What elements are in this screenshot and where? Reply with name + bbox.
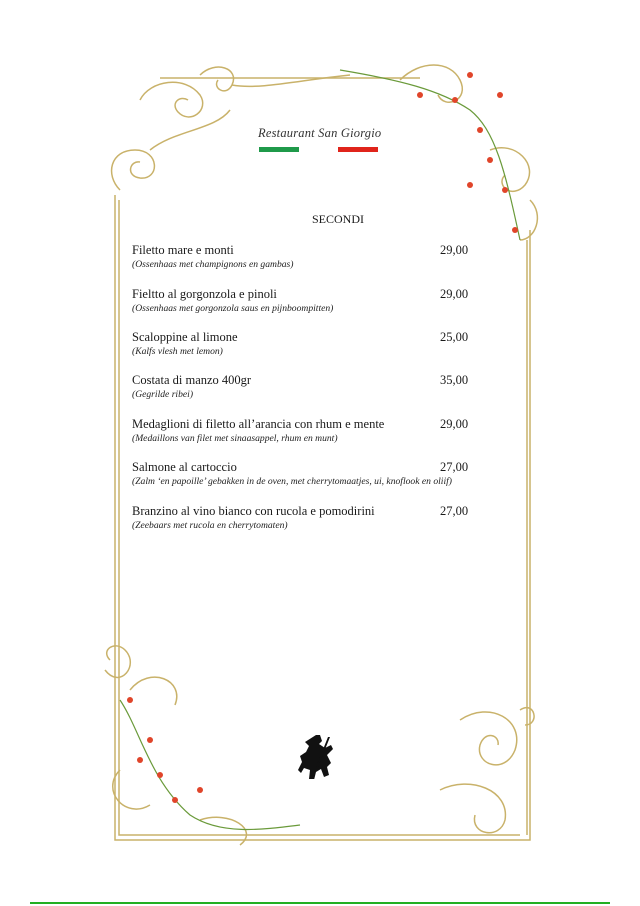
item-name: Salmone al cartoccio [132, 460, 237, 474]
item-description: (Ossenhaas met gorgonzola saus en pijnboompitten) [132, 303, 334, 314]
item-name: Branzino al vino bianco con rucola e pomodirini [132, 504, 375, 518]
item-price: 25,00 [440, 330, 469, 344]
menu-item [132, 459, 522, 489]
item-price: 27,00 [440, 460, 469, 474]
section-title: SECONDI [312, 212, 365, 226]
item-name: Filetto mare e monti [132, 243, 234, 257]
item-description: (Medaillons van filet met sinaasappel, rhum en munt) [132, 433, 338, 444]
st-george-emblem-icon [298, 733, 338, 779]
menu-item [132, 372, 522, 402]
item-description: (Zeebaars met rucola en cherrytomaten) [132, 520, 288, 531]
item-price: 29,00 [440, 287, 469, 301]
item-price: 35,00 [440, 373, 469, 387]
item-description: (Ossenhaas met champignons en gambas) [132, 259, 294, 270]
item-name: Medaglioni di filetto all’arancia con rhum e mente [132, 417, 385, 431]
menu-item [132, 286, 522, 316]
flag-green-bar [259, 147, 299, 152]
item-description: (Zalm ‘en papoille’ gebakken in de oven, met cherrytomaatjes, ui, knoflook en oliif) [132, 476, 452, 487]
item-description: (Gegrilde ribei) [132, 389, 194, 400]
item-description: (Kalfs vlesh met lemon) [132, 346, 223, 357]
item-name: Scaloppine al limone [132, 330, 238, 344]
menu-item [132, 329, 522, 359]
item-price: 29,00 [440, 243, 469, 257]
restaurant-logo: Restaurant San Giorgio [258, 126, 382, 140]
menu-item [132, 416, 522, 446]
item-price: 27,00 [440, 504, 469, 518]
menu-item [132, 242, 522, 272]
flag-red-bar [338, 147, 378, 152]
footer-divider [30, 902, 610, 904]
menu-item [132, 503, 522, 533]
item-name: Fieltto al gorgonzola e pinoli [132, 287, 277, 301]
item-name: Costata di manzo 400gr [132, 373, 252, 387]
item-price: 29,00 [440, 417, 469, 431]
